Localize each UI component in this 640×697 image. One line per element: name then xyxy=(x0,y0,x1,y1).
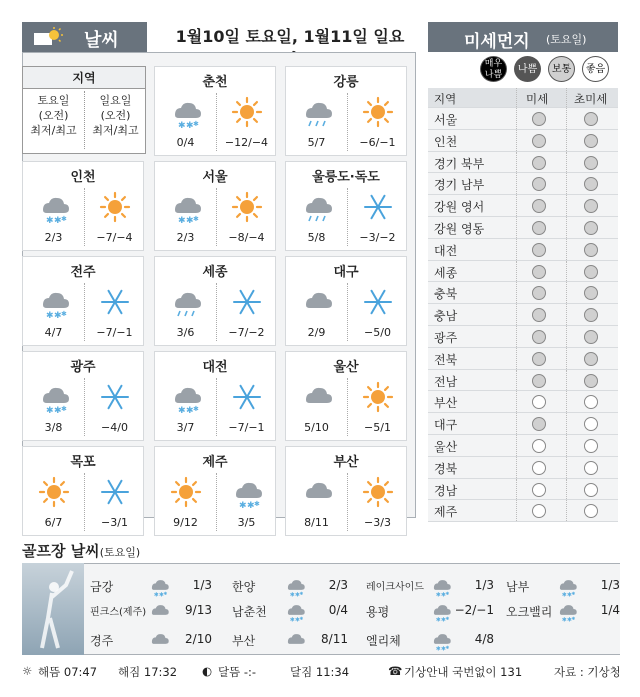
saturday-temp: 5/8 xyxy=(307,231,326,244)
dust-head-region: 지역 xyxy=(434,92,457,106)
legend-time: (오전) xyxy=(100,109,131,122)
dust-region: 대전 xyxy=(434,243,458,258)
dust-legend-label: 좋음 xyxy=(585,64,606,75)
city-name: 대구 xyxy=(333,265,359,280)
phone-text: 기상안내 국번없이 131 xyxy=(404,665,523,679)
pm10-level-dot xyxy=(532,286,546,300)
pm25-level-dot xyxy=(584,439,598,453)
svg-text:✱: ✱ xyxy=(159,592,164,597)
dust-region: 경기 북부 xyxy=(434,156,485,171)
dust-head-pm10: 미세 xyxy=(526,92,549,106)
sunday-temp: −5/0 xyxy=(364,326,391,339)
sun-icon xyxy=(98,190,132,224)
snow-cloud-icon xyxy=(169,190,203,224)
dust-region: 세종 xyxy=(434,265,458,280)
dust-row xyxy=(428,304,618,326)
snow-cloud-icon xyxy=(37,190,71,224)
snowflake-icon xyxy=(230,380,264,414)
moon-icon: ◐ xyxy=(202,664,213,678)
svg-text:✱: ✱ xyxy=(435,617,441,622)
dust-region: 전북 xyxy=(434,352,458,367)
pm25-level-dot xyxy=(584,461,598,475)
snow-cloud-icon xyxy=(169,380,203,414)
svg-text:✱: ✱ xyxy=(561,592,567,597)
sunrise-icon: ☼ xyxy=(22,664,33,678)
dust-region: 경남 xyxy=(434,483,458,498)
pm25-level-dot xyxy=(584,330,598,344)
dust-region: 광주 xyxy=(434,330,458,345)
snowflake-icon xyxy=(361,190,395,224)
city-card xyxy=(22,256,144,346)
golf-temp: 8/11 xyxy=(321,632,348,646)
cloud-icon xyxy=(300,285,334,319)
pm25-level-dot xyxy=(584,177,598,191)
svg-text:✱: ✱ xyxy=(193,405,199,413)
dust-region: 부산 xyxy=(434,396,458,411)
svg-text:✱: ✱ xyxy=(61,405,67,413)
city-name: 전주 xyxy=(70,265,96,280)
sunday-temp: −6/−1 xyxy=(359,136,396,149)
dust-region: 충남 xyxy=(434,309,458,324)
saturday-temp: 0/4 xyxy=(176,136,195,149)
legend-day: 토요일 xyxy=(37,94,70,107)
dust-row xyxy=(428,108,618,130)
sun-icon xyxy=(361,475,395,509)
snow-cloud-icon xyxy=(230,475,264,509)
pm25-level-dot xyxy=(584,221,598,235)
golf-item xyxy=(506,575,620,595)
golf-course-name: 핀크스(제주) xyxy=(90,607,147,618)
pm10-level-dot xyxy=(532,483,546,497)
city-card xyxy=(154,446,276,536)
pm25-level-dot xyxy=(584,374,598,388)
golf-temp: 4/8 xyxy=(474,632,494,646)
dust-legend-label: 매우 xyxy=(484,59,503,69)
snow-cloud-icon xyxy=(37,285,71,319)
svg-text:✱: ✱ xyxy=(193,120,199,128)
dust-legend-item xyxy=(582,56,609,82)
dust-region: 인천 xyxy=(434,134,458,149)
svg-text:✱: ✱ xyxy=(239,501,247,509)
svg-text:✱: ✱ xyxy=(61,310,67,318)
saturday-temp: 5/10 xyxy=(304,421,329,434)
golf-item xyxy=(232,600,348,620)
rain-cloud-icon xyxy=(169,285,203,319)
pm25-level-dot xyxy=(584,483,598,497)
pm10-level-dot xyxy=(532,243,546,257)
golf-temp: 0/4 xyxy=(328,603,348,617)
svg-text:✱: ✱ xyxy=(299,592,304,597)
dust-row xyxy=(428,348,618,370)
dust-row xyxy=(428,457,618,479)
svg-text:✱: ✱ xyxy=(571,592,576,597)
sunday-temp: 3/5 xyxy=(237,516,256,529)
phone-icon: ☎ xyxy=(388,664,403,678)
golf-title-text: 골프장 날씨 xyxy=(22,542,100,560)
pm10-level-dot xyxy=(532,417,546,431)
sun-icon xyxy=(361,380,395,414)
weather-title: 날씨 xyxy=(84,30,119,51)
rain-cloud-icon xyxy=(300,190,334,224)
snowflake-icon xyxy=(230,285,264,319)
city-name: 서울 xyxy=(202,170,228,185)
saturday-temp: 6/7 xyxy=(44,516,63,529)
sunday-temp: −7/−2 xyxy=(228,326,265,339)
golf-item xyxy=(90,575,212,595)
city-name: 울산 xyxy=(333,360,359,375)
pm10-level-dot xyxy=(532,504,546,518)
dust-row xyxy=(428,413,618,435)
dust-header xyxy=(428,22,618,52)
svg-text:✱: ✱ xyxy=(193,215,199,223)
dust-head-pm25: 초미세 xyxy=(574,92,608,106)
city-name: 춘천 xyxy=(202,75,228,90)
city-card xyxy=(285,446,407,536)
pm25-level-dot xyxy=(584,112,598,126)
pm25-level-dot xyxy=(584,286,598,300)
dust-table-header xyxy=(428,88,618,108)
city-card xyxy=(22,161,144,251)
saturday-temp: 3/8 xyxy=(44,421,63,434)
svg-text:✱: ✱ xyxy=(571,617,576,622)
pm10-level-dot xyxy=(532,265,546,279)
svg-text:✱: ✱ xyxy=(54,311,62,319)
sun-icon xyxy=(169,475,203,509)
city-card xyxy=(285,256,407,346)
pm25-level-dot xyxy=(584,199,598,213)
city-name: 부산 xyxy=(333,455,359,470)
saturday-temp: 2/3 xyxy=(44,231,63,244)
dust-region: 전남 xyxy=(434,374,458,389)
golf-item xyxy=(232,629,348,649)
dust-row xyxy=(428,173,618,195)
sunday-temp: −3/3 xyxy=(364,516,391,529)
city-card xyxy=(154,66,276,156)
golf-item xyxy=(232,575,348,595)
dust-row xyxy=(428,217,618,239)
pm10-level-dot xyxy=(532,156,546,170)
pm25-level-dot xyxy=(584,243,598,257)
svg-text:✱: ✱ xyxy=(54,406,62,414)
pm10-level-dot xyxy=(532,352,546,366)
saturday-temp: 2/3 xyxy=(176,231,195,244)
dust-region: 경기 남부 xyxy=(434,178,485,193)
pm10-level-dot xyxy=(532,461,546,475)
dust-row xyxy=(428,435,618,457)
legend-card xyxy=(22,66,146,154)
snowflake-icon xyxy=(98,380,132,414)
sunday-temp: −3/−2 xyxy=(359,231,396,244)
sunday-temp: −5/1 xyxy=(364,421,391,434)
dust-region: 제주 xyxy=(434,505,458,520)
sunday-temp: −4/0 xyxy=(101,421,128,434)
city-name: 세종 xyxy=(202,265,228,280)
svg-text:✱: ✱ xyxy=(435,646,441,651)
dust-legend-item xyxy=(514,56,541,82)
sun-icon xyxy=(230,190,264,224)
city-card xyxy=(285,161,407,251)
legend-minmax: 최저/최고 xyxy=(92,124,139,137)
svg-text:✱: ✱ xyxy=(178,216,186,224)
golf-subtitle: (토요일) xyxy=(99,546,141,559)
snow-cloud-icon xyxy=(169,95,203,129)
svg-text:✱: ✱ xyxy=(254,500,260,508)
dust-region: 경북 xyxy=(434,461,458,476)
svg-text:✱: ✱ xyxy=(567,592,572,597)
dust-row xyxy=(428,261,618,283)
svg-text:✱: ✱ xyxy=(441,592,446,597)
golfer-illustration xyxy=(22,563,84,655)
pm10-level-dot xyxy=(532,134,546,148)
dust-row xyxy=(428,195,618,217)
saturday-temp: 5/7 xyxy=(307,136,326,149)
cloud-icon xyxy=(300,380,334,414)
golf-item xyxy=(90,600,212,620)
pm10-level-dot xyxy=(532,112,546,126)
svg-text:✱: ✱ xyxy=(247,501,255,509)
svg-text:✱: ✱ xyxy=(186,216,194,224)
golf-item xyxy=(366,575,494,595)
dust-legend-label: 보통 xyxy=(551,64,572,75)
svg-text:✱: ✱ xyxy=(445,592,450,597)
svg-text:✱: ✱ xyxy=(295,617,300,622)
pm10-level-dot xyxy=(532,330,546,344)
dust-table xyxy=(428,88,618,522)
svg-text:✱: ✱ xyxy=(561,617,567,622)
dust-row xyxy=(428,326,618,348)
dust-region: 강원 영서 xyxy=(434,200,485,215)
sunday-temp: −7/−1 xyxy=(228,421,265,434)
svg-text:✱: ✱ xyxy=(186,406,194,414)
dust-subtitle: (토요일) xyxy=(546,33,587,46)
svg-text:✱: ✱ xyxy=(178,406,186,414)
svg-text:✱: ✱ xyxy=(46,216,54,224)
svg-text:✱: ✱ xyxy=(435,592,441,597)
snowflake-icon xyxy=(98,285,132,319)
golf-course-name: 경주 xyxy=(90,634,114,648)
golf-temp: 1/4 xyxy=(600,603,620,617)
dust-row xyxy=(428,130,618,152)
dust-row xyxy=(428,282,618,304)
svg-text:✱: ✱ xyxy=(567,617,572,622)
sunday-temp: −7/−4 xyxy=(96,231,133,244)
moonset-text: 달짐 11:34 xyxy=(290,665,350,679)
svg-text:✱: ✱ xyxy=(178,121,186,129)
source-text: 자료 : 기상청 xyxy=(554,665,621,679)
svg-text:✱: ✱ xyxy=(441,646,446,651)
pm10-level-dot xyxy=(532,177,546,191)
golf-temp: 2/3 xyxy=(328,578,348,592)
sunday-temp: −7/−1 xyxy=(96,326,133,339)
golf-course-name: 부산 xyxy=(232,634,256,648)
svg-text:✱: ✱ xyxy=(186,121,194,129)
dust-row xyxy=(428,391,618,413)
forecast-dates: 1월10일 토요일, 1월11일 일요 xyxy=(175,27,405,46)
dust-region: 강원 영동 xyxy=(434,221,485,236)
legend-saturday xyxy=(23,93,84,138)
pm10-level-dot xyxy=(532,199,546,213)
city-card xyxy=(154,256,276,346)
golf-item xyxy=(366,629,494,649)
city-name: 제주 xyxy=(202,455,228,470)
svg-text:✱: ✱ xyxy=(445,617,450,622)
snowflake-icon xyxy=(361,285,395,319)
pm25-level-dot xyxy=(584,395,598,409)
golf-course-name: 오크밸리 xyxy=(506,605,553,619)
golf-temp: 1/3 xyxy=(600,578,620,592)
golf-temp: 9/13 xyxy=(185,603,212,617)
legend-title: 지역 xyxy=(23,67,145,89)
city-name: 인천 xyxy=(70,170,96,185)
dust-region: 대구 xyxy=(434,418,458,433)
city-card xyxy=(22,446,144,536)
svg-text:✱: ✱ xyxy=(163,592,168,597)
golf-course-name: 레이크사이드 xyxy=(366,582,424,593)
golf-course-name: 한양 xyxy=(232,580,256,594)
moonrise-text: 달뜸 -:- xyxy=(218,665,257,679)
dust-legend-item xyxy=(548,56,575,82)
svg-text:✱: ✱ xyxy=(295,592,300,597)
golf-title xyxy=(22,540,140,561)
sunday-temp: −8/−4 xyxy=(228,231,265,244)
pm10-level-dot xyxy=(532,221,546,235)
svg-text:✱: ✱ xyxy=(299,617,304,622)
svg-text:✱: ✱ xyxy=(46,311,54,319)
svg-text:✱: ✱ xyxy=(289,617,295,622)
legend-minmax: 최저/최고 xyxy=(30,124,77,137)
snowflake-icon xyxy=(98,475,132,509)
dust-row xyxy=(428,370,618,392)
pm10-level-dot xyxy=(532,308,546,322)
dust-row xyxy=(428,152,618,174)
weather-header xyxy=(22,22,147,52)
pm10-level-dot xyxy=(532,374,546,388)
golf-temp: 2/10 xyxy=(185,632,212,646)
svg-text:✱: ✱ xyxy=(153,592,159,597)
golf-item xyxy=(366,600,494,620)
dust-region: 충북 xyxy=(434,287,458,302)
dust-legend xyxy=(480,56,620,84)
golf-course-name: 금강 xyxy=(90,580,114,594)
dust-row xyxy=(428,239,618,261)
city-card xyxy=(285,66,407,156)
sunday-temp: −3/1 xyxy=(101,516,128,529)
dust-row xyxy=(428,500,618,522)
saturday-temp: 8/11 xyxy=(304,516,329,529)
pm25-level-dot xyxy=(584,308,598,322)
city-card xyxy=(285,351,407,441)
city-name: 대전 xyxy=(202,360,228,375)
svg-text:✱: ✱ xyxy=(441,617,446,622)
svg-text:✱: ✱ xyxy=(46,406,54,414)
legend-day: 일요일 xyxy=(99,94,132,107)
rain-cloud-icon xyxy=(300,95,334,129)
legend-sunday xyxy=(85,93,146,138)
legend-time: (오전) xyxy=(38,109,69,122)
snow-cloud-icon xyxy=(37,380,71,414)
pm10-level-dot xyxy=(532,439,546,453)
saturday-temp: 9/12 xyxy=(173,516,198,529)
golf-temp: 1/3 xyxy=(192,578,212,592)
pm10-level-dot xyxy=(532,395,546,409)
dust-legend-label: 나쁨 xyxy=(517,64,538,75)
sun-icon xyxy=(37,475,71,509)
pm25-level-dot xyxy=(584,134,598,148)
golf-course-name: 남춘천 xyxy=(232,605,267,619)
pm25-level-dot xyxy=(584,417,598,431)
dust-region: 서울 xyxy=(434,113,458,127)
saturday-temp: 4/7 xyxy=(44,326,63,339)
golf-course-name: 용평 xyxy=(366,605,390,619)
golf-temp: 1/3 xyxy=(474,578,494,592)
sunset-text: 해짐 17:32 xyxy=(118,665,178,679)
svg-text:✱: ✱ xyxy=(445,646,450,651)
city-name: 목포 xyxy=(70,455,96,470)
pm25-level-dot xyxy=(584,156,598,170)
golf-course-name: 남부 xyxy=(506,580,530,594)
svg-text:✱: ✱ xyxy=(61,215,67,223)
pm25-level-dot xyxy=(584,352,598,366)
golf-item xyxy=(90,629,212,649)
sun-icon xyxy=(230,95,264,129)
saturday-temp: 3/7 xyxy=(176,421,195,434)
dust-title: 미세먼지 xyxy=(464,32,530,52)
dust-region: 울산 xyxy=(434,439,458,454)
pm25-level-dot xyxy=(584,504,598,518)
dust-row xyxy=(428,479,618,501)
dust-legend-item xyxy=(480,56,507,82)
city-card xyxy=(22,351,144,441)
weather-logo-icon xyxy=(34,27,66,47)
dust-legend-label: 나쁨 xyxy=(484,70,503,80)
city-name: 광주 xyxy=(70,360,96,375)
city-name: 울릉도·독도 xyxy=(312,170,380,185)
city-name: 강릉 xyxy=(333,75,359,90)
saturday-temp: 3/6 xyxy=(176,326,195,339)
sunrise-text: 해뜸 07:47 xyxy=(38,665,98,679)
city-card xyxy=(154,351,276,441)
golf-course-name: 엘리체 xyxy=(366,634,401,648)
saturday-temp: 2/9 xyxy=(307,326,326,339)
svg-text:✱: ✱ xyxy=(289,592,295,597)
svg-text:✱: ✱ xyxy=(54,216,62,224)
cloud-icon xyxy=(300,475,334,509)
golf-item xyxy=(506,600,620,620)
city-card xyxy=(154,161,276,251)
sun-icon xyxy=(361,95,395,129)
golf-temp: −2/−1 xyxy=(454,603,494,617)
pm25-level-dot xyxy=(584,265,598,279)
sunday-temp: −12/−4 xyxy=(224,136,269,149)
